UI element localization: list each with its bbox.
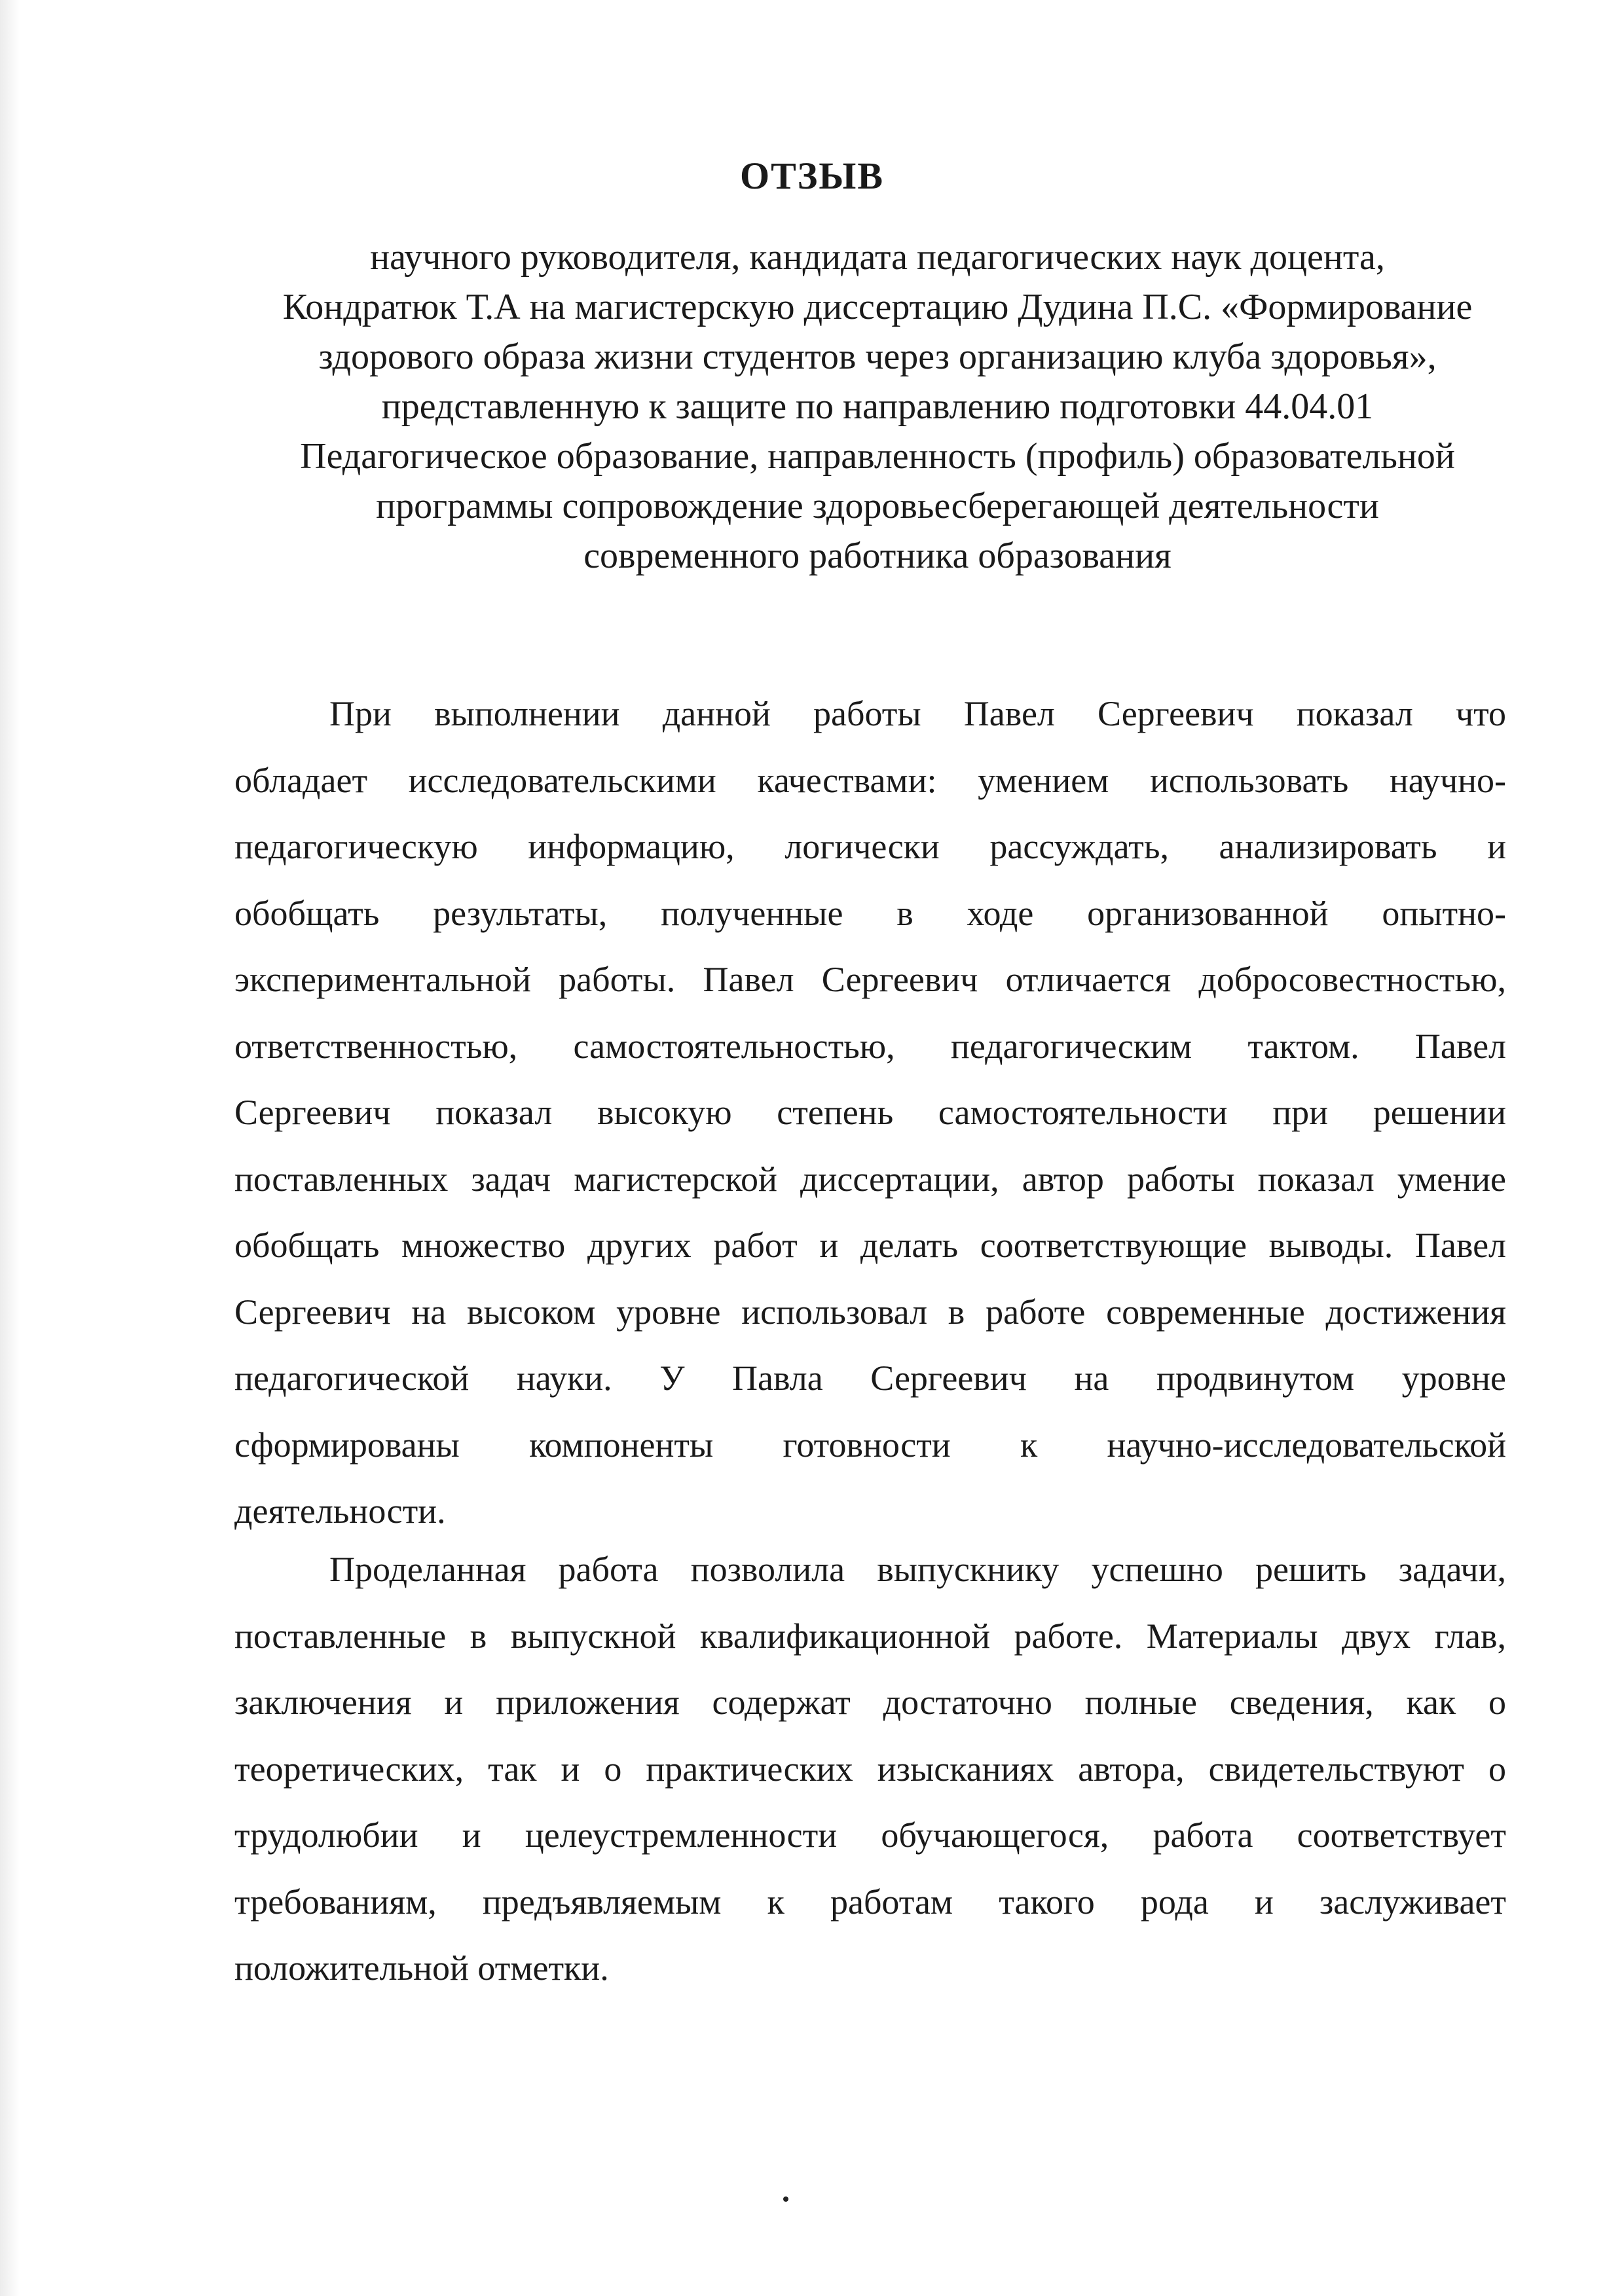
subtitle-line: здорового образа жизни студентов через организацию клуба здоровья», — [318, 337, 1437, 377]
scan-speck — [783, 2196, 788, 2202]
subtitle-line: научного руководителя, кандидата педагогических наук доцента, — [370, 237, 1385, 278]
document-subtitle — [223, 232, 1532, 581]
paragraph-line: Сергеевич показал высокую степень самостоятельности при решении — [234, 1093, 1506, 1132]
paragraph-line: При выполнении данной работы Павел Сергеевич показал что — [329, 694, 1506, 733]
paragraph-line: педагогической науки. У Павла Сергеевич на продвинутом уровне — [234, 1358, 1506, 1398]
paragraph-line: трудолюбии и целеустремленности обучающегося, работа соответствует — [234, 1815, 1506, 1855]
paragraph-line: поставленных задач магистерской диссертации, автор работы показал умение — [234, 1159, 1506, 1199]
subtitle-line: программы сопровождение здоровьесберегающей деятельности — [376, 486, 1379, 526]
scan-edge-shadow — [0, 0, 20, 2296]
subtitle-line: Педагогическое образование, направленность (профиль) образовательной — [300, 436, 1455, 477]
paragraph-2 — [234, 1537, 1506, 2002]
paragraph-line: заключения и приложения содержат достаточно полные сведения, как о — [234, 1683, 1506, 1722]
subtitle-line: представленную к защите по направлению подготовки 44.04.01 — [381, 386, 1374, 427]
document-title: ОТЗЫВ — [739, 155, 885, 197]
paragraph-line: ответственностью, самостоятельностью, педагогическим тактом. Павел — [234, 1026, 1506, 1066]
paragraph-line: обобщать результаты, полученные в ходе организованной опытно- — [234, 893, 1506, 933]
subtitle-line: современного работника образования — [583, 536, 1172, 576]
paragraph-line: поставленные в выпускной квалификационной работе. Материалы двух глав, — [234, 1616, 1506, 1656]
paragraph-line: сформированы компоненты готовности к научно-исследовательской — [234, 1425, 1506, 1465]
paragraph-line: Сергеевич на высоком уровне использовал в работе современные достижения — [234, 1292, 1506, 1332]
paragraph-line: обладает исследовательскими качествами: умением использовать научно- — [234, 760, 1506, 800]
subtitle-line: Кондратюк Т.А на магистерскую диссертацию Дудина П.С. «Формирование — [282, 287, 1473, 327]
paragraph-line: теоретических, так и о практических изысканиях автора, свидетельствуют о — [234, 1749, 1506, 1789]
paragraph-line: положительной отметки. — [234, 1948, 609, 1988]
paragraph-line: экспериментальной работы. Павел Сергеевич отличается добросовестностью, — [234, 960, 1506, 999]
paragraph-line: обобщать множество других работ и делать соответствующие выводы. Павел — [234, 1226, 1506, 1265]
paragraph-line: Проделанная работа позволила выпускнику успешно решить задачи, — [329, 1550, 1506, 1589]
paragraph-1 — [234, 681, 1506, 1545]
paragraph-line: педагогическую информацию, логически рассуждать, анализировать и — [234, 827, 1506, 866]
paragraph-line: деятельности. — [234, 1491, 446, 1531]
paragraph-line: требованиям, предъявляемым к работам такого рода и заслуживает — [234, 1882, 1506, 1922]
